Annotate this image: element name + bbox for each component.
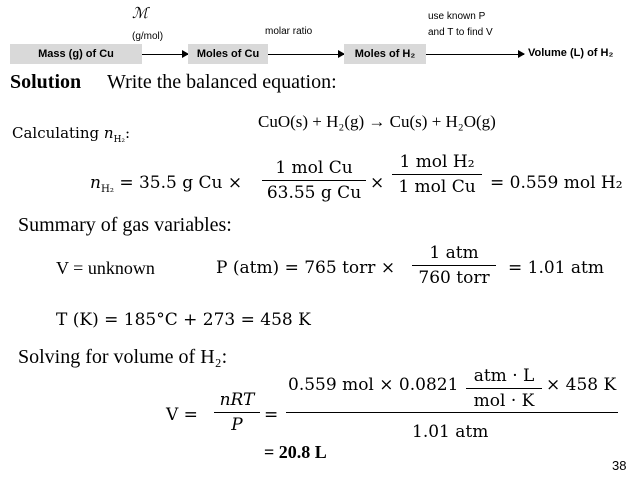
- calculating-text: Calculating: [12, 124, 100, 142]
- moles-cu-box: Moles of Cu: [188, 44, 268, 64]
- equals-1: =: [264, 405, 279, 425]
- times-458: × 458 K: [546, 375, 617, 395]
- v-unknown: V = unknown: [56, 258, 155, 278]
- unit-num: atm · L: [473, 366, 535, 386]
- calc-colon: :: [125, 124, 131, 142]
- n-subscript: H₂: [113, 135, 126, 145]
- arrow-1: [142, 54, 188, 55]
- n-symbol: n: [103, 124, 114, 142]
- pressure-fraction: [412, 243, 496, 288]
- fraction-cu-molar: [262, 158, 366, 203]
- nh2-lhs-sub: H₂: [100, 184, 114, 195]
- big-numerator-left: 0.559 mol × 0.0821: [288, 375, 459, 395]
- solution-intro: Write the balanced equation:: [107, 71, 337, 93]
- temperature-line: T (K) = 185°C + 273 = 458 K: [56, 310, 311, 330]
- solution-heading: Solution: [10, 71, 82, 93]
- v-equals: V =: [166, 405, 198, 425]
- moles-h2-box: Moles of H₂: [344, 44, 426, 64]
- mass-cu-box: Mass (g) of Cu: [10, 44, 142, 64]
- pressure-lhs: P (atm) = 765 torr ×: [216, 258, 396, 278]
- pressure-den: 760 torr: [418, 268, 490, 288]
- pressure-num: 1 atm: [429, 243, 479, 263]
- solving-heading: Solving for volume of H₂:: [18, 346, 228, 368]
- arrow-2: [268, 54, 344, 55]
- nh2-lhs-n: n: [90, 173, 101, 193]
- molar-mass-symbol: ℳ: [132, 6, 149, 22]
- arrow-3: [426, 54, 524, 55]
- unit-fraction: [466, 366, 542, 411]
- fraction-cu-den: 63.55 g Cu: [266, 183, 362, 203]
- pressure-result: = 1.01 atm: [508, 258, 604, 278]
- big-denominator: 1.01 atm: [412, 422, 489, 442]
- fraction-ratio-den: 1 mol Cu: [398, 177, 476, 197]
- nh2-eq-part1: = 35.5 g Cu ×: [119, 173, 243, 193]
- summary-heading: Summary of gas variables:: [18, 214, 232, 236]
- calculating-label: [12, 124, 131, 145]
- big-fraction-bar: [286, 412, 618, 413]
- nrt-over-p: [214, 390, 260, 435]
- use-known-line2: and T to find V: [428, 27, 493, 38]
- unit-den: mol · K: [473, 391, 535, 411]
- molar-mass-unit: (g/mol): [132, 31, 164, 42]
- molar-ratio-label: molar ratio: [265, 26, 313, 37]
- use-known-line1: use known P: [428, 11, 486, 22]
- final-answer: = 20.8 L: [264, 442, 327, 462]
- fraction-mol-ratio: [392, 152, 482, 197]
- times-sign: ×: [370, 173, 385, 193]
- fraction-cu-num: 1 mol Cu: [275, 158, 353, 178]
- page-number: 38: [612, 458, 627, 473]
- nh2-equation-lhs: [90, 173, 242, 193]
- nh2-result: = 0.559 mol H₂: [490, 173, 623, 193]
- balanced-equation: CuO(s) + H₂(g) → Cu(s) + H₂O(g): [258, 112, 496, 131]
- fraction-ratio-num: 1 mol H₂: [399, 152, 475, 172]
- volume-h2-label: Volume (L) of H₂: [528, 47, 614, 59]
- p-denominator: P: [231, 415, 243, 435]
- nrt: nRT: [219, 390, 255, 410]
